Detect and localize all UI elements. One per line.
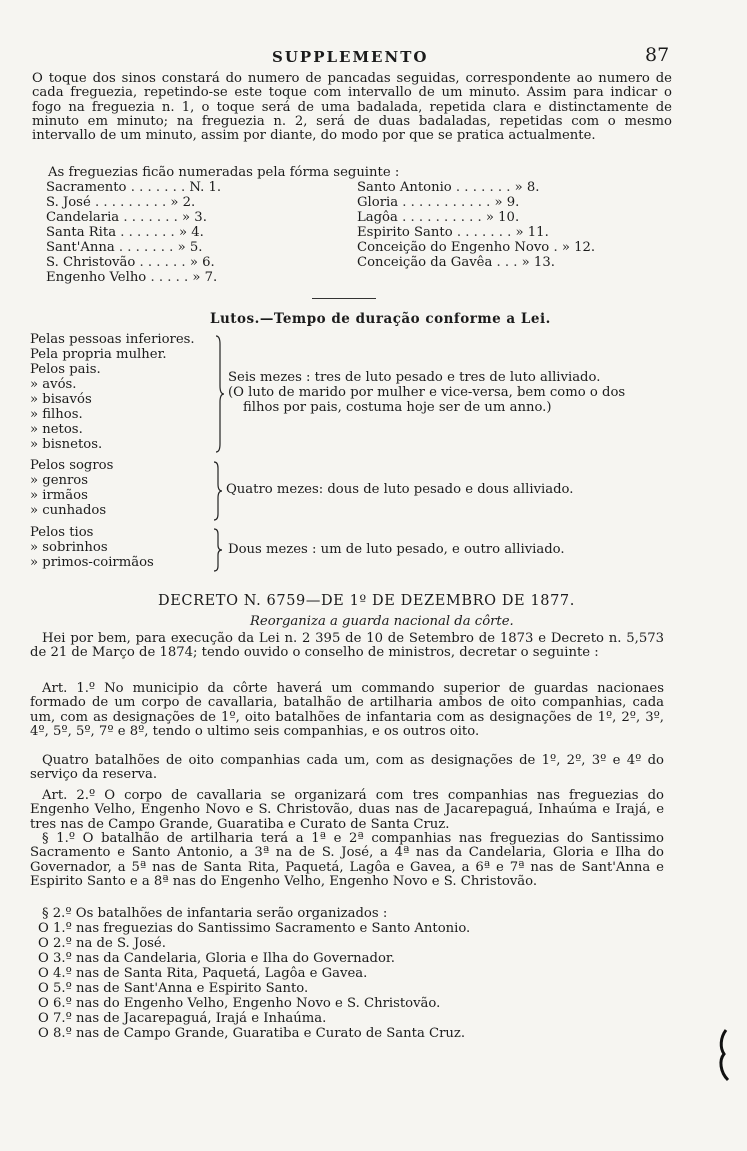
battalion-entry: O 8.º nas de Campo Grande, Guaratiba e Curato de Santa Cruz. — [38, 1026, 466, 1041]
decree-paragraph-1: § 1.º O batalhão de artilharia terá a 1ª e 2ª companhias nas freguezias do Santissimo Sacramento e Santo Antonio, a 3ª na de S. José, a 4ª nas da Candelaria, Gloria e Ilha do Governador, a 5ª nas de Santa Rita, Paquetá, Lagôa e Gavea, a 6ª e 7ª nas de Sant'Anna e Espirito Santo e a 8ª nas do Engenho Velho, Engenho Novo e S. Christovão. — [30, 831, 664, 889]
parish-entry: Candelaria . . . . . . . » 3. — [46, 210, 207, 225]
mourning-relation: » genros — [30, 473, 89, 488]
running-title: SUPPLEMENTO — [272, 48, 429, 66]
mourning-duration: Quatro mezes: dous de luto pesado e dous alliviado. — [226, 482, 574, 497]
decree-article-1-cont: Quatro batalhões de oito companhias cada um, com as designações de 1º, 2º, 3º e 4º do serviço da reserva. — [30, 753, 664, 783]
mourning-relation: Pelos sogros — [30, 458, 114, 473]
parish-entry: Santa Rita . . . . . . . » 4. — [46, 225, 204, 240]
parish-entry: Conceição do Engenho Novo . » 12. — [357, 240, 596, 255]
bells-paragraph: O toque dos sinos constará do numero de pancadas seguidas, correspondente ao numero de cada freguezia, repetindo-se este toque com intervallo de um minuto. Assim para indicar o fogo na freguezia n. 1, o toque será de uma badalada, repetida clara e distinctamente de minuto em minuto; na freguezia n. 2, será de duas badaladas, repetidas com o mesmo intervallo de um minuto, assim por diante, do modo por que se pratica actualmente. — [32, 71, 672, 144]
parish-entry: Lagôa . . . . . . . . . . » 10. — [357, 210, 520, 225]
decree-preamble: Hei por bem, para execução da Lei n. 2 395 de 10 de Setembro de 1873 e Decreto n. 5,573 de 21 de Março de 1874; tendo ouvido o conselho de ministros, decretar o seguinte : — [30, 631, 664, 661]
mourning-relation: » cunhados — [30, 503, 107, 518]
mourning-duration: Dous mezes : um de luto pesado, e outro alliviado. — [228, 542, 565, 557]
parish-entry: Espirito Santo . . . . . . . » 11. — [357, 225, 549, 240]
parish-entry: Sant'Anna . . . . . . . » 5. — [46, 240, 203, 255]
parish-entry: S. José . . . . . . . . . » 2. — [46, 195, 196, 210]
battalion-entry: O 6.º nas do Engenho Velho, Engenho Novo e S. Christovão. — [38, 996, 441, 1011]
decree-paragraph-2: § 2.º Os batalhões de infantaria serão organizados : — [42, 906, 388, 921]
decree-title: DECRETO N. 6759—DE 1º DE DEZEMBRO DE 1877. — [158, 593, 575, 609]
section-divider — [312, 298, 376, 299]
parish-entry: Conceição da Gavêa . . . » 13. — [357, 255, 555, 270]
decree-article-2: Art. 2.º O corpo de cavallaria se organizará com tres companhias nas freguezias do Engenho Velho, Engenho Novo e S. Christovão, duas nas de Jacarepaguá, Inhaúma e Irajá, e tres nas de Campo Grande, Guaratiba e Curato de Santa Cruz. — [30, 788, 664, 832]
mourning-duration: (O luto de marido por mulher e vice-versa, bem como o dos — [228, 385, 626, 400]
mourning-relation: » sobrinhos — [30, 540, 108, 555]
brace — [208, 460, 224, 522]
brace — [210, 334, 226, 454]
battalion-entry: O 4.º nas de Santa Rita, Paquetá, Lagôa e Gavea. — [38, 966, 368, 981]
battalion-entry: O 7.º nas de Jacarepaguá, Irajá e Inhaúma. — [38, 1011, 327, 1026]
parish-entry: Sacramento . . . . . . . N. 1. — [46, 180, 222, 195]
mourning-relation: » primos-coirmãos — [30, 555, 154, 570]
parish-entry: Gloria . . . . . . . . . . . » 9. — [357, 195, 520, 210]
mourning-duration: filhos por pais, costuma hoje ser de um anno.) — [243, 400, 552, 415]
parish-entry: Engenho Velho . . . . . » 7. — [46, 270, 218, 285]
mourning-relation: » irmãos — [30, 488, 88, 503]
mourning-relation: Pela propria mulher. — [30, 347, 167, 362]
battalion-entry: O 5.º nas de Sant'Anna e Espirito Santo. — [38, 981, 309, 996]
decree-article-1: Art. 1.º No municipio da côrte haverá um commando superior de guardas nacionaes formado de um corpo de cavallaria, batalhão de artilharia ambos de oito companhias, cada um, com as designações de 1º, oito batalhões de infantaria com as designações de 1º, 2º, 3º, 4º, 5º, 5º, 7º e 8º, tendo o ultimo seis companhias, e os outros oito. — [30, 681, 664, 739]
mourning-relation: Pelos pais. — [30, 362, 101, 377]
mourning-relation: » filhos. — [30, 407, 83, 422]
parish-entry: S. Christovão . . . . . . » 6. — [46, 255, 215, 270]
parish-list-intro: As freguezias ficão numeradas pela fórma seguinte : — [48, 165, 400, 180]
mourning-relation: » bisavós — [30, 392, 92, 407]
mourning-relation: » bisnetos. — [30, 437, 103, 452]
brace — [208, 527, 224, 573]
parish-entry: Santo Antonio . . . . . . . » 8. — [357, 180, 540, 195]
mourning-heading: Lutos.—Tempo de duração conforme a Lei. — [210, 311, 551, 327]
battalion-entry: O 3.º nas da Candelaria, Gloria e Ilha do Governador. — [38, 951, 395, 966]
mourning-relation: » netos. — [30, 422, 83, 437]
page-number: 87 — [645, 44, 670, 66]
mourning-relation: Pelas pessoas inferiores. — [30, 332, 195, 347]
ink-mark — [716, 1028, 732, 1082]
mourning-relation: » avós. — [30, 377, 77, 392]
battalion-entry: O 1.º nas freguezias do Santissimo Sacramento e Santo Antonio. — [38, 921, 471, 936]
battalion-entry: O 2.º na de S. José. — [38, 936, 166, 951]
mourning-relation: Pelos tios — [30, 525, 94, 540]
decree-subtitle: Reorganiza a guarda nacional da côrte. — [250, 614, 514, 629]
mourning-duration: Seis mezes : tres de luto pesado e tres de luto alliviado. — [228, 370, 601, 385]
